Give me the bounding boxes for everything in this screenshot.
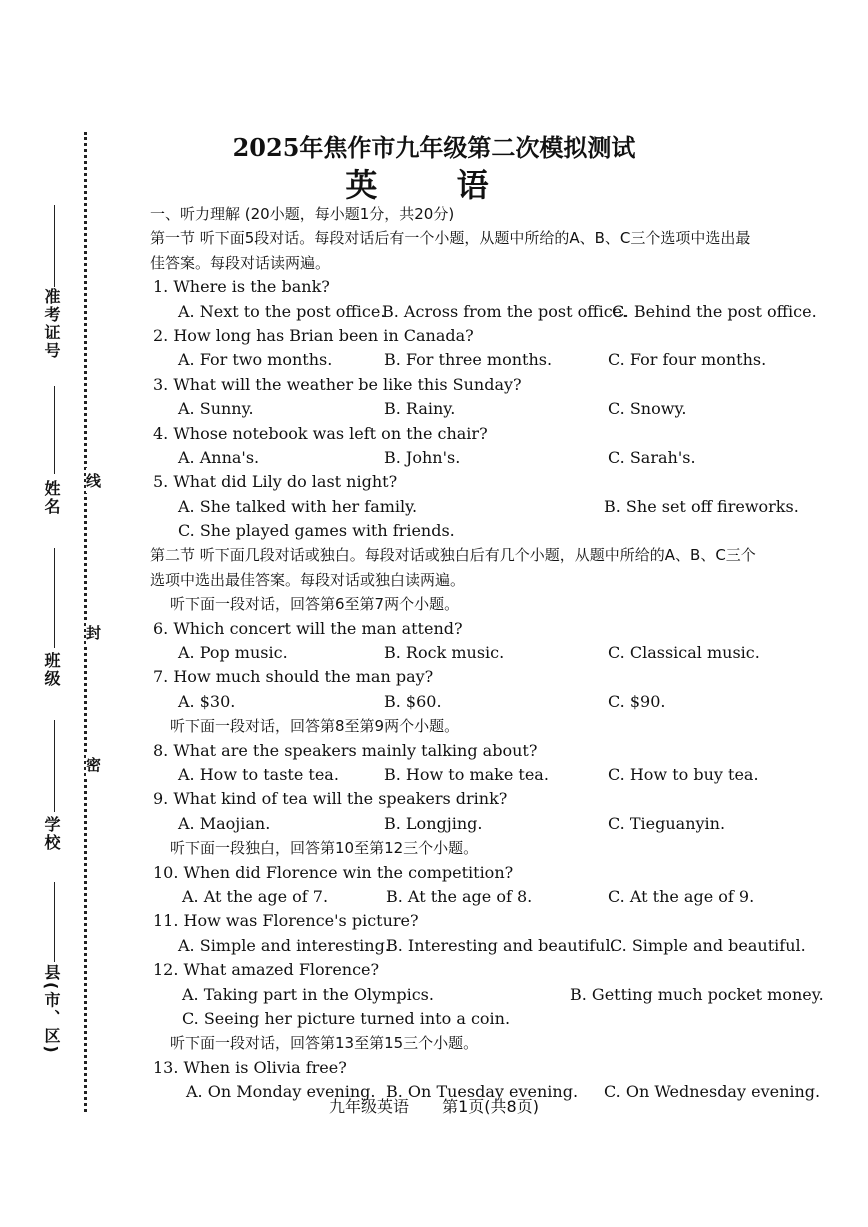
option-a: A. $30. — [178, 691, 236, 711]
page-footer — [0, 1094, 868, 1117]
option-a: A. At the age of 7. — [182, 886, 329, 906]
seal-char-secret: 密 — [86, 752, 101, 777]
option-c: C. She played games with friends. — [178, 521, 455, 541]
option-b: B. How to make tea. — [384, 764, 549, 784]
question-options — [150, 1007, 850, 1031]
seal-char-line: 线 — [86, 468, 101, 493]
question-stem: 11. How was Florence's picture? — [153, 911, 419, 931]
question-stem: 8. What are the speakers mainly talking about? — [153, 740, 538, 760]
exam-content — [150, 202, 850, 1104]
option-b: B. Interesting and beautiful. — [386, 935, 616, 955]
school-label: 学校 — [42, 816, 61, 852]
question-options — [150, 348, 850, 372]
option-c: C. Sarah's. — [608, 447, 696, 467]
listening-intro: 听下面一段对话，回答第13至第15三个小题。 — [170, 1034, 479, 1053]
question-options — [150, 495, 850, 519]
question-options — [150, 446, 850, 470]
seal-char-seal: 封 — [86, 620, 101, 645]
class-blank — [54, 548, 55, 648]
question-stem: 9. What kind of tea will the speakers drink? — [153, 789, 508, 809]
option-b: B. Longjing. — [384, 813, 483, 833]
option-c: C. For four months. — [608, 350, 767, 370]
question-stem: 5. What did Lily do last night? — [153, 472, 398, 492]
section2-instruction-line2: 选项中选出最佳答案。每段对话或独白读两遍。 — [150, 570, 466, 589]
question-options — [150, 885, 850, 909]
question-stem: 10. When did Florence win the competition? — [153, 862, 514, 882]
question-options — [150, 934, 850, 958]
option-a: A. Simple and interesting. — [178, 935, 390, 955]
option-b: B. John's. — [384, 447, 461, 467]
exam-id-label: 准考证号 — [42, 288, 61, 360]
question-stem: 3. What will the weather be like this Sunday? — [153, 374, 522, 394]
question-stem: 13. When is Olivia free? — [153, 1057, 347, 1077]
option-c: C. Simple and beautiful. — [610, 935, 806, 955]
section2-instruction-line1: 第二节 听下面几段对话或独白。每段对话或独白后有几个小题，从题中所给的A、B、C三个 — [150, 546, 756, 565]
option-b: B. Getting much pocket money. — [570, 984, 824, 1004]
option-b: B. She set off fireworks. — [604, 496, 799, 516]
option-a: A. Taking part in the Olympics. — [182, 984, 434, 1004]
question-options — [150, 519, 850, 543]
name-label: 姓名 — [42, 480, 61, 516]
footer-page-number: 第1页(共8页) — [442, 1097, 539, 1116]
option-a: A. Next to the post office. — [178, 301, 386, 321]
option-a: A. Maojian. — [178, 813, 271, 833]
listening-intro: 听下面一段对话，回答第8至第9两个小题。 — [170, 717, 460, 736]
option-c: C. How to buy tea. — [608, 764, 759, 784]
option-b: B. $60. — [384, 691, 442, 711]
section1-instruction-line2: 佳答案。每段对话读两遍。 — [150, 253, 331, 272]
question-options — [150, 397, 850, 421]
option-b: B. On Tuesday evening. — [386, 1082, 579, 1102]
option-a: A. For two months. — [178, 350, 333, 370]
question-stem: 1. Where is the bank? — [153, 277, 330, 297]
question-options — [150, 690, 850, 714]
option-a: A. Anna's. — [178, 447, 260, 467]
question-stem: 12. What amazed Florence? — [153, 960, 380, 980]
option-a: A. How to taste tea. — [178, 764, 339, 784]
subject-title: 英 语 — [345, 166, 523, 204]
option-c: C. At the age of 9. — [608, 886, 755, 906]
question-stem: 7. How much should the man pay? — [153, 667, 434, 687]
option-c: C. Snowy. — [608, 399, 687, 419]
school-blank — [54, 720, 55, 812]
option-c: C. Tieguanyin. — [608, 813, 726, 833]
option-b: B. Rainy. — [384, 399, 456, 419]
question-options — [150, 812, 850, 836]
option-b: B. Across from the post office. — [382, 301, 628, 321]
option-a: A. On Monday evening. — [186, 1082, 376, 1102]
county-blank — [54, 882, 55, 962]
question-options — [150, 983, 850, 1007]
footer-subject: 九年级英语 — [329, 1097, 410, 1116]
option-c: C. $90. — [608, 691, 666, 711]
name-blank — [54, 386, 55, 474]
option-c: C. Behind the post office. — [612, 301, 817, 321]
exam-id-blank — [54, 205, 55, 287]
exam-title: 2025年焦作市九年级第二次模拟测试 — [232, 133, 636, 162]
option-c: C. Seeing her picture turned into a coin. — [182, 1008, 511, 1028]
option-b: B. At the age of 8. — [386, 886, 533, 906]
part1-heading: 一、听力理解 (20小题，每小题1分，共20分) — [150, 205, 455, 223]
question-options — [150, 763, 850, 787]
listening-intro: 听下面一段独白，回答第10至第12三个小题。 — [170, 839, 479, 858]
question-stem: 4. Whose notebook was left on the chair? — [153, 423, 488, 443]
option-a: A. She talked with her family. — [178, 496, 418, 516]
county-label: 县(市、区) — [42, 964, 61, 1055]
option-a: A. Sunny. — [178, 399, 254, 419]
option-a: A. Pop music. — [178, 643, 288, 663]
question-options — [150, 300, 850, 324]
option-c: C. On Wednesday evening. — [604, 1082, 821, 1102]
class-label: 班级 — [42, 652, 61, 688]
question-stem: 6. Which concert will the man attend? — [153, 618, 463, 638]
listening-intro: 听下面一段对话，回答第6至第7两个小题。 — [170, 595, 460, 614]
question-options — [150, 641, 850, 665]
option-b: B. For three months. — [384, 350, 553, 370]
option-b: B. Rock music. — [384, 643, 505, 663]
section1-instruction-line1: 第一节 听下面5段对话。每段对话后有一个小题，从题中所给的A、B、C三个选项中选出最 — [150, 229, 751, 248]
question-stem: 2. How long has Brian been in Canada? — [153, 325, 474, 345]
option-c: C. Classical music. — [608, 643, 760, 663]
